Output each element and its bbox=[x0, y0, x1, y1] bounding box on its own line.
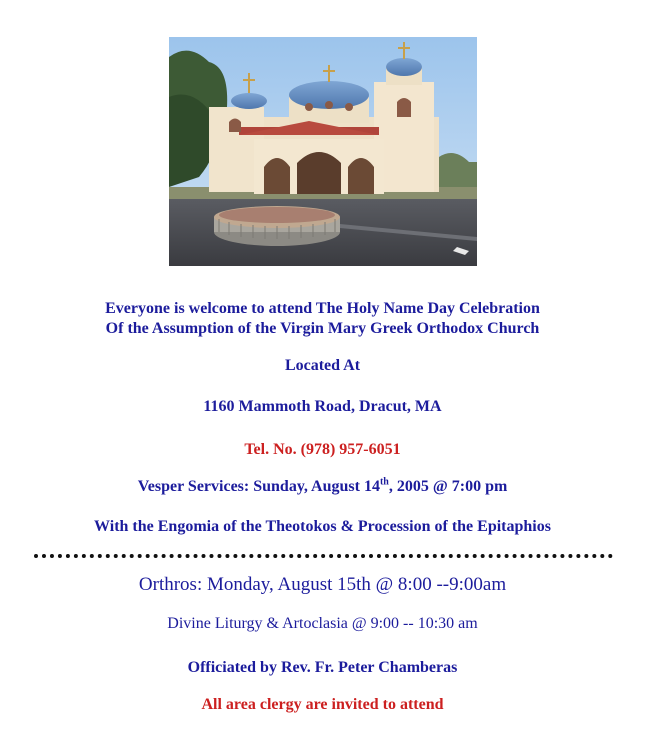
vesper-prefix: Vesper Services: Sunday, August 14 bbox=[137, 478, 380, 495]
clergy-invite-line: All area clergy are invited to attend bbox=[201, 696, 444, 713]
vesper-ordinal: th bbox=[379, 476, 389, 488]
address: 1160 Mammoth Road, Dracut, MA bbox=[203, 398, 442, 415]
dotted-divider bbox=[34, 554, 613, 558]
invite-line-2: Of the Assumption of the Virgin Mary Greek Orthodox Church bbox=[105, 320, 540, 337]
officiated-line: Officiated by Rev. Fr. Peter Chamberas bbox=[187, 659, 458, 676]
location-label: Located At bbox=[284, 357, 361, 374]
invite-line-1: Everyone is welcome to attend The Holy Name Day Celebration bbox=[105, 300, 540, 317]
orthros-line: Orthros: Monday, August 15th @ 8:00 --9:00am bbox=[138, 574, 507, 595]
phone-number: Tel. No. (978) 957-6051 bbox=[244, 441, 401, 458]
liturgy-line: Divine Liturgy & Artoclasia @ 9:00 -- 10:30 am bbox=[167, 615, 478, 632]
engomia-line: With the Engomia of the Theotokos & Procession of the Epitaphios bbox=[94, 518, 551, 535]
vesper-services bbox=[0, 477, 645, 497]
vesper-rest: , 2005 @ 7:00 pm bbox=[388, 478, 508, 495]
church-photo bbox=[169, 37, 477, 266]
